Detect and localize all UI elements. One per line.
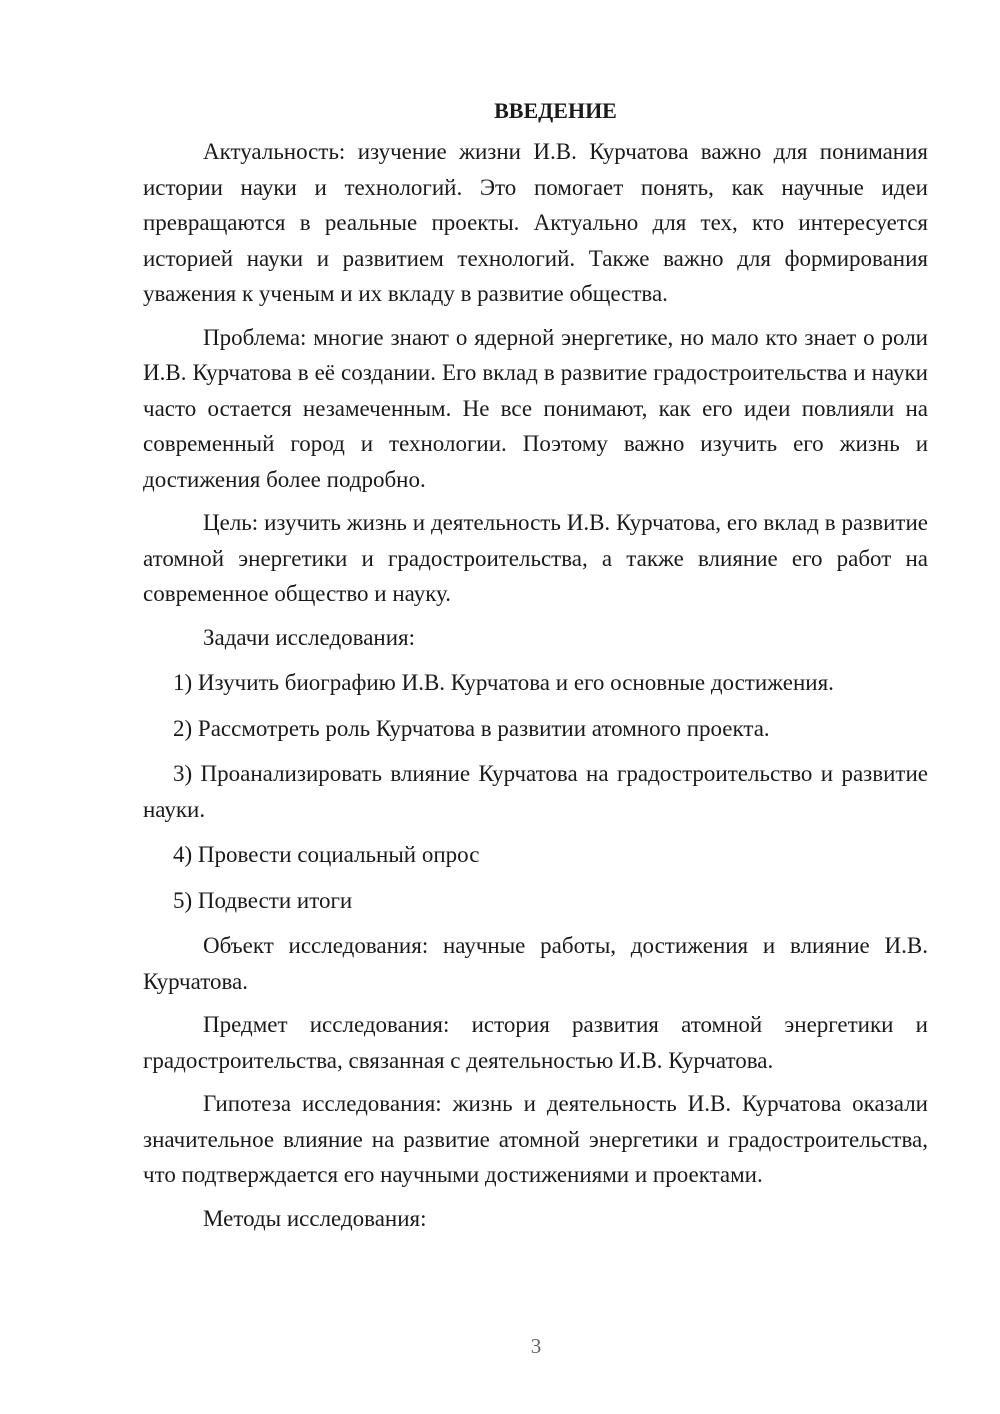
paragraph-relevance: Актуальность: изучение жизни И.В. Курчатова важно для понимания истории науки и технологий. Это помогает понять, как научные идеи превращаются в реальные проекты. Актуально для тех, кто интересуется историей науки и развитием технологий. Также важно для формирования уважения к ученым и их вкладу в развитие общества. — [143, 139, 928, 306]
tasks-list — [143, 665, 928, 918]
tasks-heading: Задачи исследования: — [203, 624, 416, 650]
list-item: 4) Провести социальный опрос — [173, 842, 480, 867]
list-item: 3) Проанализировать влияние Курчатова на градостроительство и развитие науки. — [143, 761, 928, 822]
list-item: 5) Подвести итоги — [173, 887, 353, 913]
methods-heading: Методы исследования: — [203, 1205, 427, 1231]
list-item: 1) Изучить биографию И.В. Курчатова и его основные достижения. — [173, 670, 834, 695]
paragraph-subject: Предмет исследования: история развития атомной энергетики и градостроительства, связанная с деятельностью И.В. Курчатова. — [143, 1012, 928, 1073]
paragraph-problem: Проблема: многие знают о ядерной энергетике, но мало кто знает о роли И.В. Курчатова в её создании. Его вклад в развитие градостроительства и науки часто остается незамеченным. Не все понимают, как его идеи повлияли на современный город и технологии. Поэтому важно изучить его жизнь и достижения более подробно. — [143, 324, 928, 492]
page-title: ВВЕДЕНИЕ — [494, 98, 617, 123]
paragraph-hypothesis: Гипотеза исследования: жизнь и деятельность И.В. Курчатова оказали значительное влияние на развитие атомной энергетики и градостроительства, что подтверждается его научными достижениями и проектами. — [143, 1091, 928, 1187]
paragraph-goal: Цель: изучить жизнь и деятельность И.В. Курчатова, его вклад в развитие атомной энергетики и градостроительства, а также влияние его работ на современное общество и науку. — [143, 510, 928, 606]
list-item: 2) Рассмотреть роль Курчатова в развитии атомного проекта. — [173, 715, 770, 741]
paragraph-object: Объект исследования: научные работы, достижения и влияние И.В. Курчатова. — [143, 933, 928, 994]
page-number: 3 — [530, 1334, 542, 1358]
